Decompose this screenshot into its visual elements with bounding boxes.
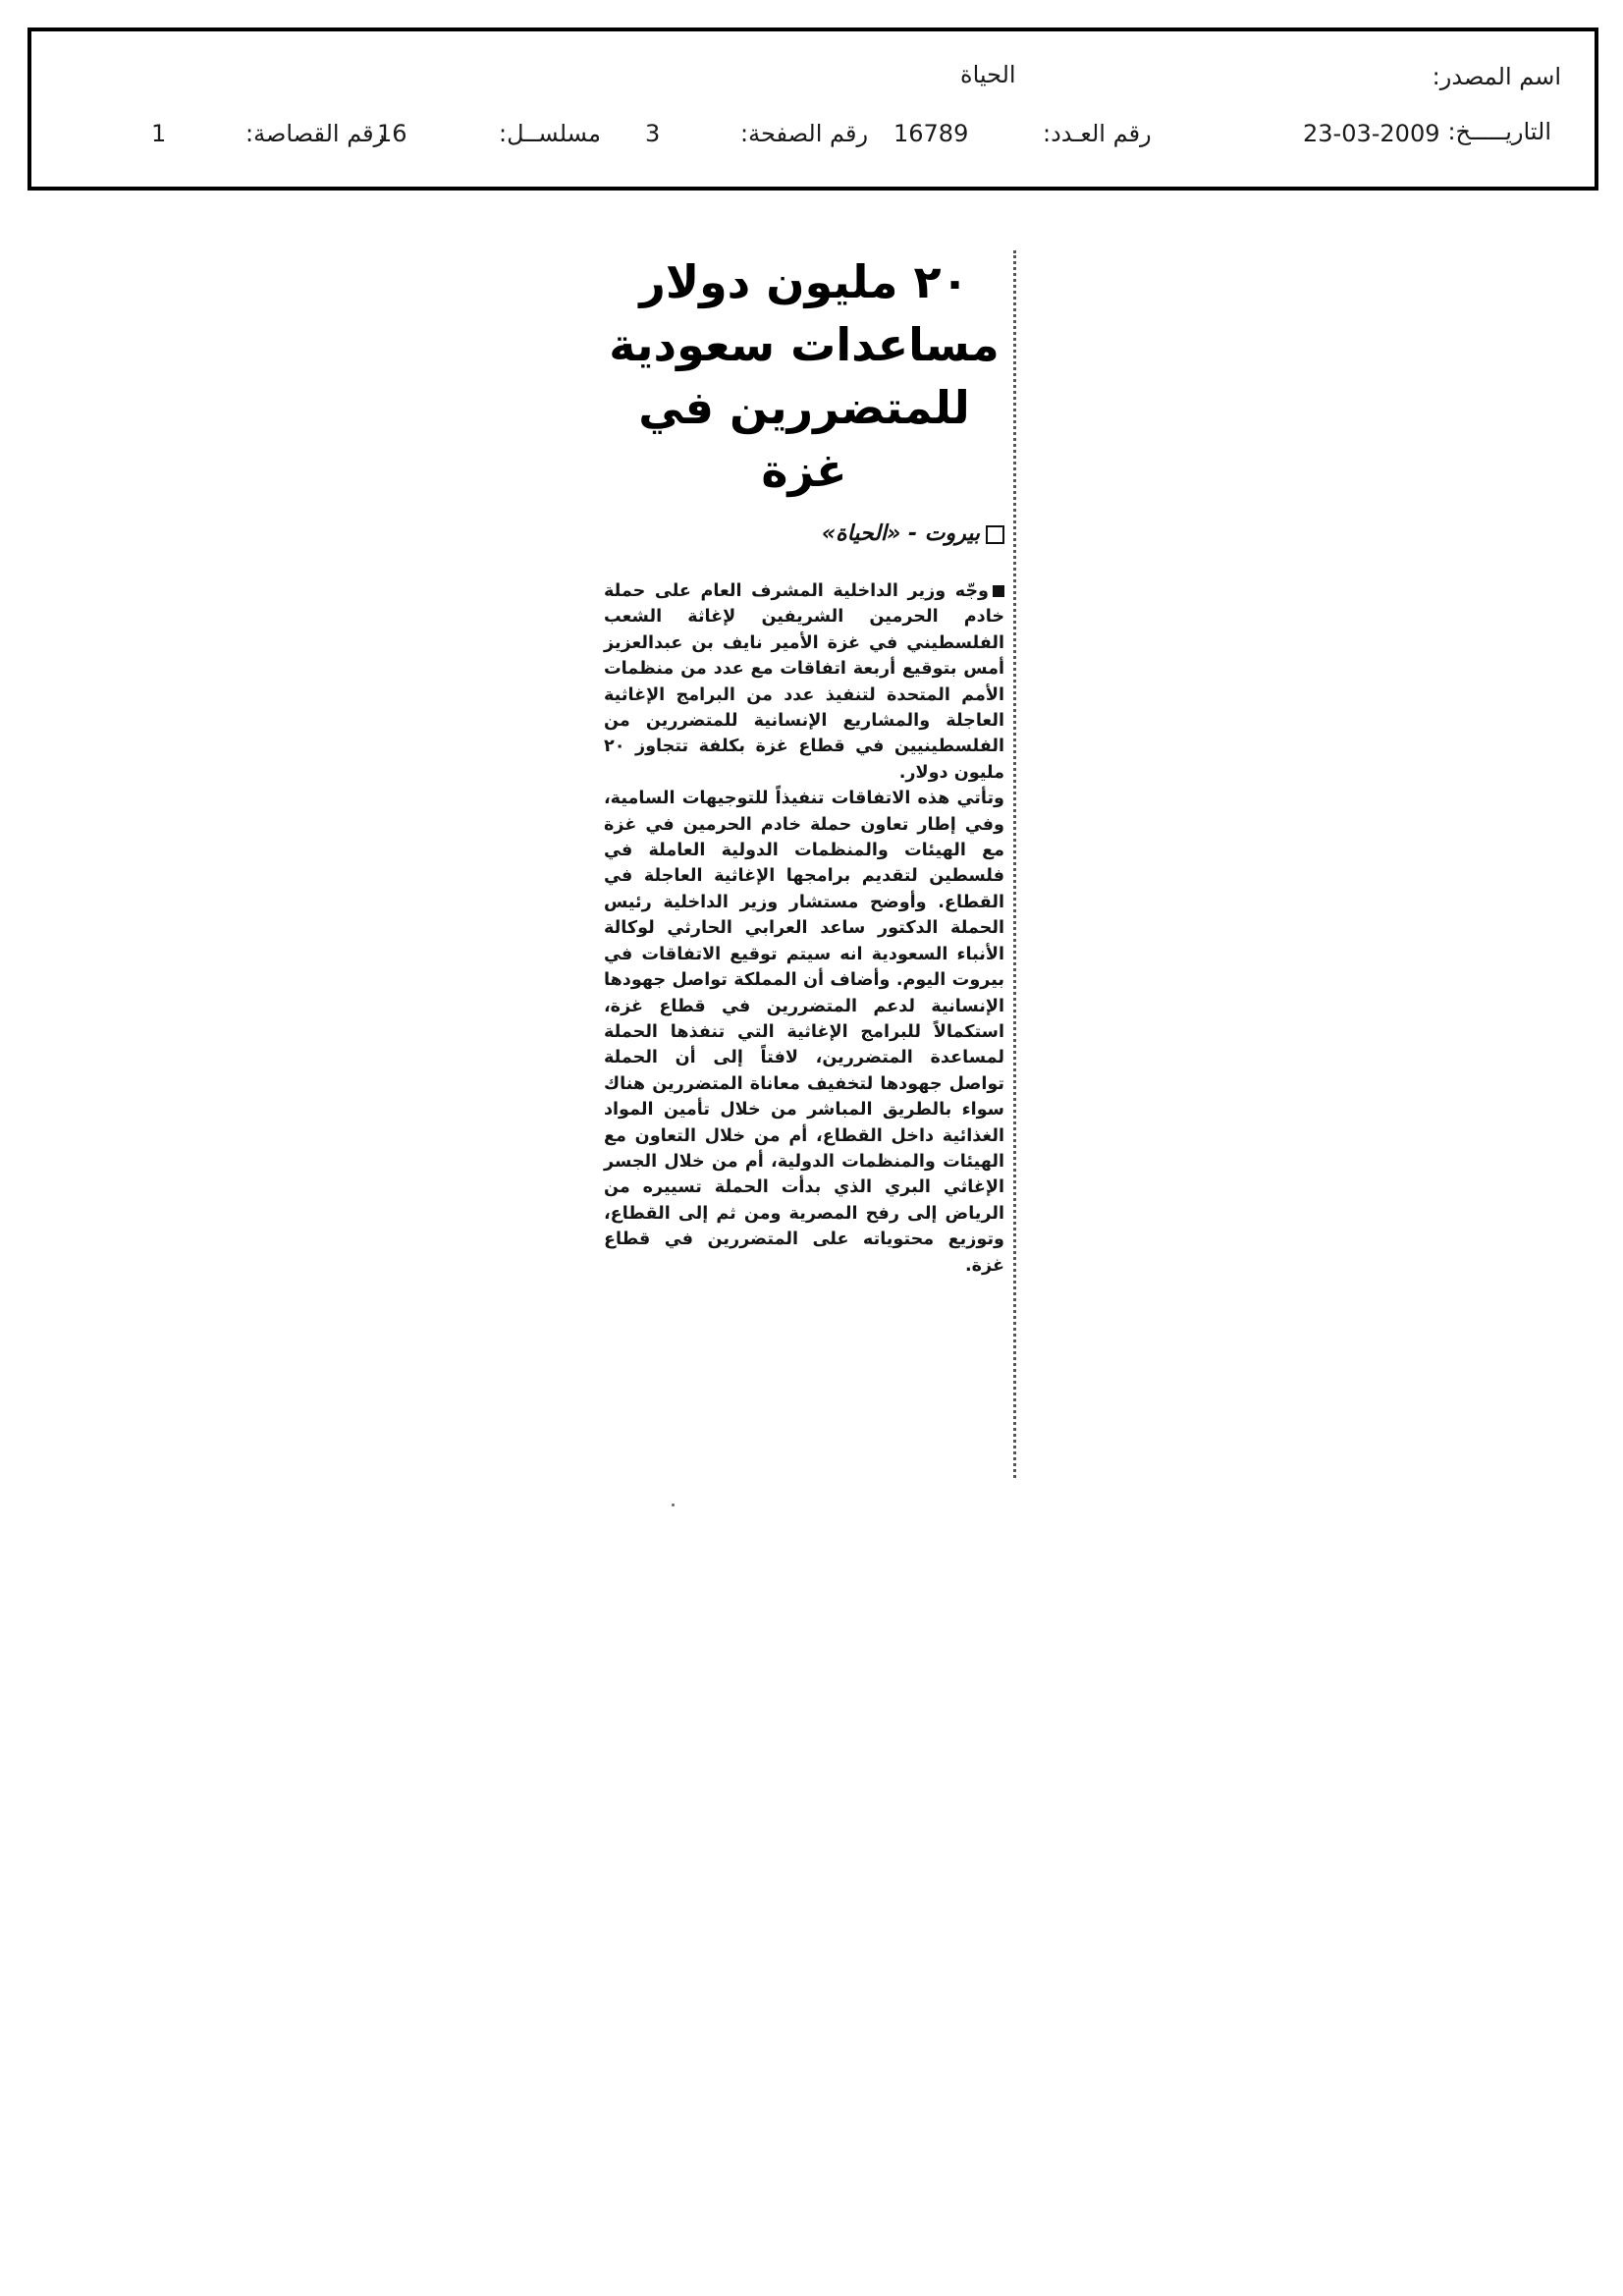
metadata-header-box [27,27,1598,191]
clip-label: رقم القصاصة: [245,120,386,147]
scan-speck [672,1503,675,1506]
dateline-text: بيروت - «الحياة» [821,521,980,546]
issue-value: 16789 [893,120,969,147]
article-paragraph-1 [604,578,1004,786]
article-clipping [604,250,1004,1478]
dateline [604,519,1004,549]
clip-value: 1 [151,120,167,147]
article-paragraph-2: وتأتي هذه الاتفاقات تنفيذاً للتوجيهات السامية، وفي إطار تعاون حملة خادم الحرمين في غزة مع الهيئات والمنظمات الدولية العاملة في فلسطين لتقديم برامجها الإغاثية العاجلة في القطاع. وأوضح مستشار وزير الداخلية رئيس الحملة الدكتور ساعد العرابي الحارثي لوكالة الأنباء السعودية انه سيتم توقيع الاتفاقات في بيروت اليوم. وأضاف أن المملكة تواصل جهودها الإنسانية لدعم المتضررين في قطاع غزة، استكمالاً للبرامج الإغاثية التي تنفذها الحملة لمساعدة المتضررين، لافتاً إلى أن الحملة تواصل جهودها لتخفيف معاناة المتضررين هناك سواء بالطريق المباشر من خلال تأمين المواد الغذائية داخل القطاع، أم من خلال التعاون مع الهيئات والمنظمات الدولية، أم من خلال الجسر الإغاثي البري الذي بدأت الحملة تسييره من الرياض إلى رفح المصرية ومن ثم إلى القطاع، وتوزيع محتوياته على المتضررين في قطاع غزة. [604,789,1004,1276]
page-value: 3 [645,120,661,147]
article-body [604,578,1004,1279]
paragraph-1-text: وجّه وزير الداخلية المشرف العام على حملة خادم الحرمين الشريفين لإغاثة الشعب الفلسطيني في غزة الأمير نايف بن عبدالعزيز أمس بتوقيع أربعة اتفاقات مع عدد من منظمات الأمم المتحدة لتنفيذ عدد من البرامج الإغاثية العاجلة والمشاريع الإنسانية للمتضررين من الفلسطينيين في قطاع غزة بكلفة تتجاوز ٢٠ مليون دولار. [604,581,1004,783]
source-value: الحياة [960,61,1016,88]
date-label: التاريـــــخ: [1447,118,1551,145]
date-value: 23-03-2009 [1303,120,1440,147]
column-rule [1013,250,1016,1478]
headline-line-2: مساعدات سعودية [609,318,1000,371]
serial-value: 16 [377,120,407,147]
issue-label: رقم العـدد: [1043,120,1152,147]
headline-line-3: للمتضررين في غزة [638,381,970,497]
dateline-box-icon [986,525,1004,544]
page-label: رقم الصفحة: [740,120,869,147]
lead-square-icon [993,585,1004,597]
headline-line-1: ٢٠ مليون دولار [639,255,969,308]
serial-label: مسلســل: [499,120,601,147]
source-label: اسم المصدر: [1432,63,1561,90]
